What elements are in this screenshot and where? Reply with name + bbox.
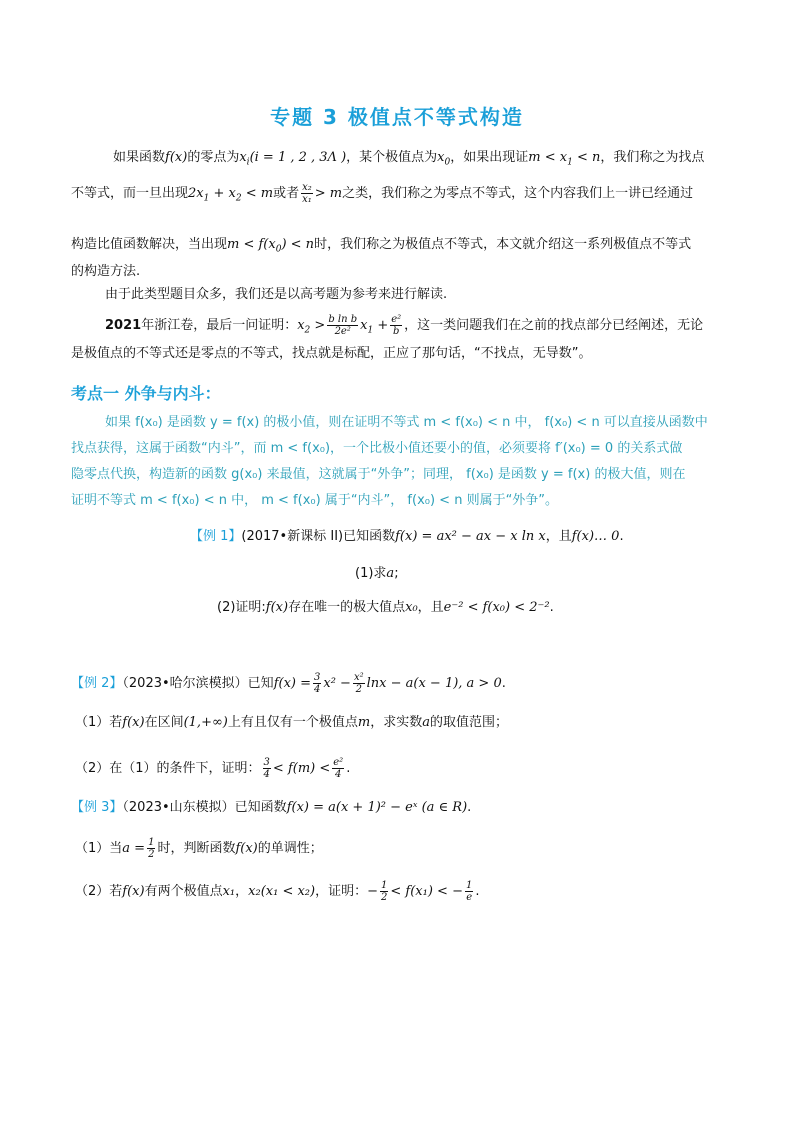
math-expr: < m [241,186,274,201]
math-x1: x₁ [222,884,236,899]
frac-den: 2e² [334,326,351,337]
question-label: (2)证明: [217,600,266,615]
intro-line-5: 由于此类型题目众多，我们还是以高考题为参考来进行解读. [105,287,448,302]
question-text: 在区间 [144,715,184,730]
intro-line-4: 的构造方法. [71,264,141,279]
math-x0: x [437,150,445,165]
math-expr: + [373,318,389,333]
math-sub: 1 [203,193,210,204]
math-xi: x [239,150,247,165]
intro-text: 如果函数 [113,150,166,165]
math-expr: 2x [188,186,204,201]
question-label: （2）在（1）的条件下，证明： [75,761,261,776]
question-text: ，且 [417,600,444,615]
intro-line-2 [71,182,693,209]
example-text: ，且 [545,529,572,544]
math-expr: > [310,318,326,333]
question-text: ，求实数 [370,715,423,730]
math-ineq: m < x [528,150,568,165]
frac-num: 3 [314,672,321,683]
example-tag: 【例 1】 [190,529,242,544]
frac-den: b [393,326,400,337]
intro-line-1 [113,148,704,173]
math-ineq: e⁻² < f(x₀) < 2⁻² [443,600,550,615]
intro-line-7: 是极值点的不等式还是零点的不等式，找点就是标配，正应了那句话，“不找点，无导数”。 [71,346,592,361]
example1-q1 [355,564,399,584]
fraction [390,314,402,337]
frac-den: x₁ [302,194,312,205]
math-x0: x₀ [405,600,418,615]
question-text: . [549,600,554,615]
math-sub: 2 [235,193,242,204]
math-expr: + x [209,186,236,201]
intro-text: 不等式，而一旦出现 [71,186,189,201]
fraction [465,880,473,903]
math-interval: (1,+∞) [183,715,228,730]
math-x2: x [297,318,305,333]
intro-text: 之类，我们称之为零点不等式，这个内容我们上一讲已经通过 [342,186,694,201]
example-tag: 【例 3】 [71,800,123,815]
example-text: 已知函数 [343,529,396,544]
math-sub: 1 [367,325,374,336]
intro-text: 年浙江卷，最后一问证明： [141,318,298,333]
math-var: a [386,566,395,581]
math-x1: x [360,318,368,333]
example3-line [71,798,471,818]
question-text: . [475,884,480,899]
intro-year: 2021 [105,318,142,333]
math-sub: i [246,157,250,168]
example1-line [190,527,624,547]
math-sub: 0 [444,157,451,168]
math-expr: − [367,884,379,899]
question-text: 有两个极值点 [144,884,223,899]
example1-q2 [217,598,554,618]
example-text: 已知 [247,676,274,691]
math-expr: m < f(x [227,237,276,252]
section-heading: 考点一 外争与内斗： [71,384,221,403]
math-expr: x² − [323,676,351,691]
section-line-3: 隐零点代换，构造新的函数 g(x₀) 来最值，这就属于“外争”；同理， f(x₀) 是函数 y = f(x) 的极大值，则在 [71,467,686,482]
question-text: 时，判断函数 [157,841,236,856]
frac-num: x₂ [302,182,312,193]
math-expr: f(x) = ax² − ax − x ln x [395,529,546,544]
frac-den: 2 [381,892,388,903]
intro-text: ，我们称之为找点 [600,150,705,165]
example2-q1 [75,713,508,733]
math-expr: f(x) = a(x + 1)² − eˣ (a ∈ R) [286,800,468,815]
example-source: （2023•哈尔滨模拟） [122,676,248,691]
math-fx: f(x) [122,715,145,730]
fraction [353,672,365,695]
frac-den: 2 [355,684,362,695]
frac-den: e [466,892,473,903]
intro-text: 时，我们称之为极值点不等式，本文就介绍这一系列极值点不等式 [314,237,692,252]
example-text: . [467,800,472,815]
frac-num: e² [391,314,402,325]
question-text: ，证明： [315,884,368,899]
fraction [263,757,271,780]
intro-line-3 [71,235,691,260]
question-text: 的单调性； [257,841,323,856]
example-source: (2017•新课标 II) [241,529,344,544]
math-sub: 2 [304,325,311,336]
intro-text: ，如果出现证 [450,150,529,165]
question-label: （1）当 [75,841,123,856]
math-var: m [357,715,371,730]
question-text: ; [394,566,399,581]
question-text: 的取值范围； [430,715,509,730]
question-label: （2）若 [75,884,123,899]
fraction [147,837,155,860]
math-expr: < f(m) < [272,761,331,776]
frac-den: 2 [148,849,155,860]
example3-q1 [75,837,323,860]
section-line-2: 找点获得，这属于函数“内斗”，而 m < f(x₀)，一个比极小值还要小的值，必须要将 f′(x₀) = 0 的关系式做 [71,441,683,456]
math-expr: f(x)… 0 [571,529,620,544]
question-text: ， [235,884,249,899]
example-tag: 【例 2】 [71,676,123,691]
math-fx: f(x) [122,884,145,899]
question-label: (1)求 [355,566,387,581]
intro-text: 构造比值函数解决，当出现 [71,237,228,252]
math-expr: ) < n [281,237,315,252]
intro-text: 的零点为 [187,150,240,165]
math-expr: f(x) = [273,676,311,691]
example-text: 已知函数 [234,800,287,815]
example3-q2 [75,880,479,903]
math-expr: < f(x₁) < − [390,884,463,899]
fraction [327,314,358,337]
math-fx: f(x) [265,600,289,615]
page-title: 专题 3 极值点不等式构造 [270,105,524,129]
question-text: 上有且仅有一个极值点 [227,715,358,730]
section-line-1: 如果 f(x₀) 是函数 y = f(x) 的极小值，则在证明不等式 m < f(x₀) < n 中， f(x₀) < n 可以直接从函数中 [105,415,708,430]
math-x2: x₂(x₁ < x₂) [248,884,316,899]
math-expr: a = [122,841,146,856]
frac-num: x² [353,672,364,683]
math-var: a [422,715,430,730]
frac-den: 4 [263,769,270,780]
fraction [332,757,344,780]
math-range: (i = 1 , 2 , 3Λ ) [249,150,347,165]
intro-text: ，这一类问题我们在之前的找点部分已经阐述，无论 [404,318,704,333]
intro-line-6 [105,314,703,341]
fraction [313,672,321,695]
intro-text: 或者 [273,186,300,201]
math-sub: 0 [275,244,282,255]
question-text: . [346,761,351,776]
fraction [301,182,313,205]
frac-den: 4 [314,684,321,695]
question-label: （1）若 [75,715,123,730]
math-fx: f(x) [235,841,258,856]
frac-num: 1 [148,837,155,848]
frac-num: 1 [465,880,473,891]
math-expr: > m [314,186,343,201]
math-ineq: < n [572,150,601,165]
frac-num: e² [333,757,344,768]
math-expr: lnx − a(x − 1), a > 0 [366,676,502,691]
question-text: 存在唯一的极大值点 [288,600,406,615]
frac-num: 1 [381,880,388,891]
example2-q2 [75,757,350,780]
example-source: （2023•山东模拟） [122,800,235,815]
math-sub: 1 [567,157,573,168]
frac-num: b ln b [328,314,358,325]
fraction [380,880,388,903]
section-line-4: 证明不等式 m < f(x₀) < n 中， m < f(x₀) 属于“内斗”， f(x₀) < n 则属于“外争”。 [71,493,559,508]
example-text: . [501,676,506,691]
intro-text: ，某个极值点为 [346,150,438,165]
math-fx: f(x) [165,150,188,165]
example-text: . [619,529,624,544]
example2-line [71,672,506,695]
frac-num: 3 [263,757,270,768]
frac-den: 4 [335,769,342,780]
